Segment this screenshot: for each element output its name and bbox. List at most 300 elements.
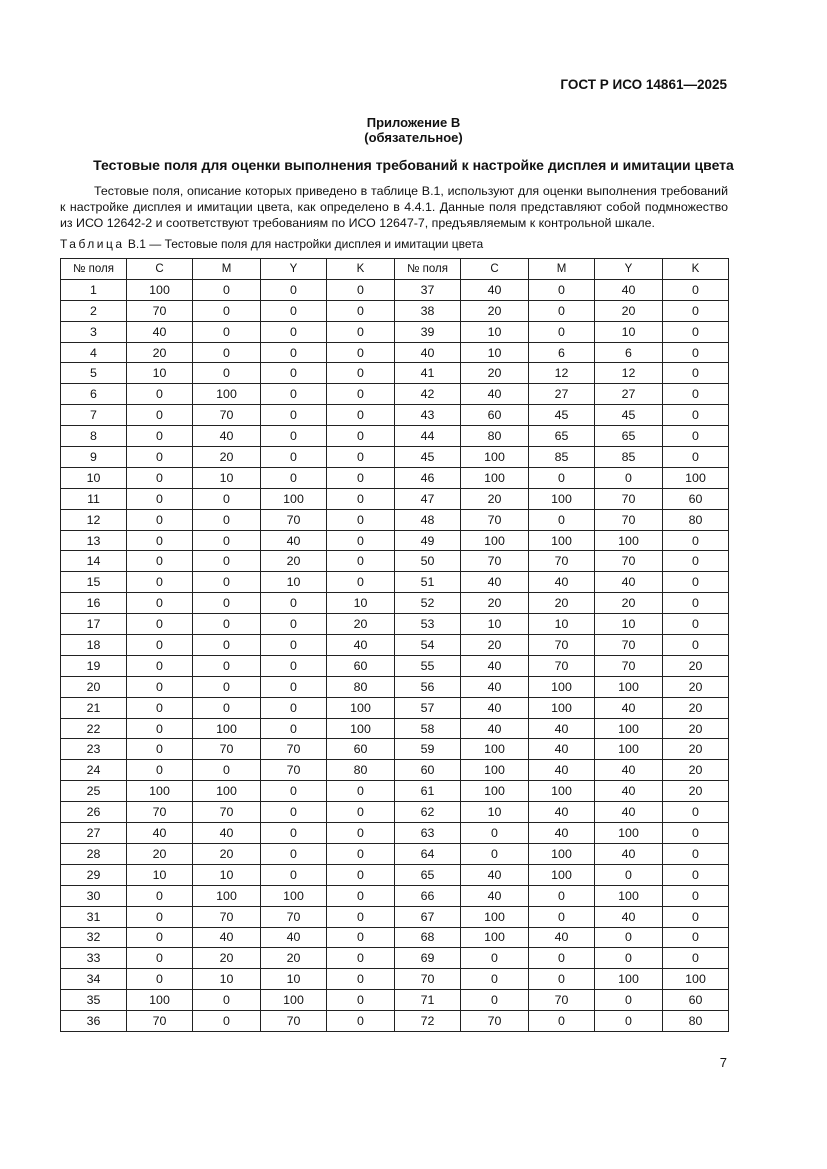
table-cell: 0 bbox=[127, 948, 193, 969]
table-cell: 0 bbox=[663, 885, 729, 906]
table-cell: 70 bbox=[261, 906, 327, 927]
appendix-status: (обязательное) bbox=[364, 130, 463, 145]
table-cell: 0 bbox=[261, 635, 327, 656]
table-cell: 20 bbox=[261, 948, 327, 969]
table-cell: 100 bbox=[461, 447, 529, 468]
table-cell: 40 bbox=[529, 572, 595, 593]
table-row bbox=[61, 843, 729, 864]
table-cell: 20 bbox=[461, 363, 529, 384]
table-cell: 100 bbox=[663, 467, 729, 488]
table-cell: 40 bbox=[529, 927, 595, 948]
table-cell: 100 bbox=[193, 885, 261, 906]
table-cell: 0 bbox=[663, 906, 729, 927]
table-cell: 100 bbox=[127, 279, 193, 300]
table-cell: 0 bbox=[327, 781, 395, 802]
table-cell: 10 bbox=[327, 593, 395, 614]
column-header: C bbox=[461, 259, 529, 280]
table-cell: 100 bbox=[327, 718, 395, 739]
table-cell: 0 bbox=[127, 635, 193, 656]
table-cell: 0 bbox=[261, 614, 327, 635]
table-cell: 100 bbox=[529, 781, 595, 802]
table-cell: 45 bbox=[595, 405, 663, 426]
table-cell: 0 bbox=[663, 864, 729, 885]
table-row bbox=[61, 1011, 729, 1032]
table-cell: 26 bbox=[61, 802, 127, 823]
table-cell: 59 bbox=[395, 739, 461, 760]
table-cell: 100 bbox=[461, 530, 529, 551]
table-cell: 0 bbox=[261, 781, 327, 802]
table-cell: 10 bbox=[127, 864, 193, 885]
table-cell: 0 bbox=[327, 1011, 395, 1032]
table-cell: 70 bbox=[461, 551, 529, 572]
column-header: K bbox=[327, 259, 395, 280]
appendix-title: Приложение В bbox=[366, 115, 461, 130]
table-cell: 100 bbox=[461, 467, 529, 488]
table-cell: 0 bbox=[529, 969, 595, 990]
table-cell: 23 bbox=[61, 739, 127, 760]
table-cell: 65 bbox=[595, 426, 663, 447]
table-cell: 0 bbox=[461, 823, 529, 844]
table-cell: 0 bbox=[193, 697, 261, 718]
table-cell: 40 bbox=[193, 823, 261, 844]
table-cell: 10 bbox=[127, 363, 193, 384]
table-cell: 80 bbox=[663, 509, 729, 530]
table-cell: 100 bbox=[193, 781, 261, 802]
table-cell: 47 bbox=[395, 488, 461, 509]
table-cell: 100 bbox=[595, 530, 663, 551]
table-cell: 20 bbox=[127, 843, 193, 864]
table-row bbox=[61, 990, 729, 1011]
table-cell: 0 bbox=[327, 948, 395, 969]
table-cell: 10 bbox=[61, 467, 127, 488]
table-cell: 100 bbox=[529, 676, 595, 697]
table-row bbox=[61, 405, 729, 426]
table-row bbox=[61, 802, 729, 823]
table-cell: 0 bbox=[595, 467, 663, 488]
table-cell: 60 bbox=[327, 655, 395, 676]
table-cell: 17 bbox=[61, 614, 127, 635]
table-cell: 0 bbox=[595, 1011, 663, 1032]
table-cell: 7 bbox=[61, 405, 127, 426]
table-cell: 40 bbox=[461, 676, 529, 697]
table-cell: 100 bbox=[529, 530, 595, 551]
table-cell: 50 bbox=[395, 551, 461, 572]
table-cell: 40 bbox=[461, 697, 529, 718]
table-cell: 0 bbox=[327, 572, 395, 593]
table-cell: 43 bbox=[395, 405, 461, 426]
table-cell: 16 bbox=[61, 593, 127, 614]
table-cell: 35 bbox=[61, 990, 127, 1011]
table-cell: 55 bbox=[395, 655, 461, 676]
table-cell: 0 bbox=[261, 697, 327, 718]
table-cell: 40 bbox=[193, 927, 261, 948]
table-cell: 0 bbox=[663, 843, 729, 864]
table-cell: 0 bbox=[127, 927, 193, 948]
table-cell: 0 bbox=[529, 948, 595, 969]
table-cell: 100 bbox=[193, 718, 261, 739]
table-cell: 20 bbox=[663, 655, 729, 676]
table-cell: 6 bbox=[61, 384, 127, 405]
table-cell: 70 bbox=[193, 739, 261, 760]
table-cell: 0 bbox=[193, 572, 261, 593]
table-cell: 100 bbox=[261, 488, 327, 509]
table-cell: 0 bbox=[261, 864, 327, 885]
table-cell: 0 bbox=[327, 906, 395, 927]
table-cell: 68 bbox=[395, 927, 461, 948]
table-cell: 100 bbox=[461, 927, 529, 948]
table-cell: 0 bbox=[327, 551, 395, 572]
table-cell: 70 bbox=[595, 509, 663, 530]
table-cell: 0 bbox=[261, 467, 327, 488]
table-cell: 70 bbox=[529, 990, 595, 1011]
table-cell: 0 bbox=[327, 864, 395, 885]
table-cell: 70 bbox=[461, 1011, 529, 1032]
column-header: C bbox=[127, 259, 193, 280]
table-cell: 0 bbox=[529, 300, 595, 321]
table-row bbox=[61, 676, 729, 697]
table-cell: 45 bbox=[395, 447, 461, 468]
table-row bbox=[61, 760, 729, 781]
table-cell: 20 bbox=[61, 676, 127, 697]
table-cell: 40 bbox=[529, 760, 595, 781]
table-cell: 0 bbox=[327, 467, 395, 488]
table-row bbox=[61, 593, 729, 614]
body-paragraph: Тестовые поля, описание которых приведено в таблице В.1, используют для оценки выполнения требований к настройке дисплея и имитации цвета, как определено в 4.4.1. Данные поля представляют собой подмножество из ИСО 12642-2 и соответствуют требованиям по ИСО 12647-7, предъявляемым к контрольной шкале. bbox=[60, 184, 728, 230]
table-cell: 0 bbox=[461, 969, 529, 990]
table-cell: 0 bbox=[663, 593, 729, 614]
table-cell: 0 bbox=[193, 300, 261, 321]
table-cell: 20 bbox=[461, 300, 529, 321]
table-cell: 0 bbox=[529, 467, 595, 488]
table-cell: 0 bbox=[193, 760, 261, 781]
table-cell: 0 bbox=[127, 718, 193, 739]
table-cell: 0 bbox=[261, 655, 327, 676]
table-cell: 9 bbox=[61, 447, 127, 468]
table-cell: 18 bbox=[61, 635, 127, 656]
table-cell: 58 bbox=[395, 718, 461, 739]
table-cell: 60 bbox=[395, 760, 461, 781]
table-row bbox=[61, 279, 729, 300]
table-cell: 0 bbox=[327, 342, 395, 363]
table-cell: 14 bbox=[61, 551, 127, 572]
table-cell: 70 bbox=[193, 906, 261, 927]
table-cell: 10 bbox=[261, 572, 327, 593]
table-cell: 0 bbox=[193, 1011, 261, 1032]
table-cell: 0 bbox=[663, 551, 729, 572]
table-cell: 32 bbox=[61, 927, 127, 948]
table-cell: 0 bbox=[193, 593, 261, 614]
table-cell: 0 bbox=[193, 990, 261, 1011]
table-cell: 12 bbox=[61, 509, 127, 530]
table-cell: 33 bbox=[61, 948, 127, 969]
table-cell: 0 bbox=[461, 948, 529, 969]
table-row bbox=[61, 927, 729, 948]
table-cell: 20 bbox=[193, 447, 261, 468]
table-cell: 44 bbox=[395, 426, 461, 447]
table-row bbox=[61, 697, 729, 718]
table-cell: 20 bbox=[663, 739, 729, 760]
table-cell: 0 bbox=[261, 802, 327, 823]
table-cell: 48 bbox=[395, 509, 461, 530]
column-header: M bbox=[529, 259, 595, 280]
table-cell: 40 bbox=[327, 635, 395, 656]
table-row bbox=[61, 572, 729, 593]
table-cell: 42 bbox=[395, 384, 461, 405]
table-cell: 38 bbox=[395, 300, 461, 321]
table-cell: 0 bbox=[261, 447, 327, 468]
table-cell: 30 bbox=[61, 885, 127, 906]
table-cell: 80 bbox=[327, 760, 395, 781]
table-cell: 11 bbox=[61, 488, 127, 509]
table-cell: 0 bbox=[127, 384, 193, 405]
table-cell: 40 bbox=[127, 321, 193, 342]
table-cell: 0 bbox=[595, 990, 663, 1011]
table-cell: 34 bbox=[61, 969, 127, 990]
table-cell: 70 bbox=[595, 488, 663, 509]
table-cell: 0 bbox=[461, 843, 529, 864]
table-row bbox=[61, 467, 729, 488]
table-row bbox=[61, 823, 729, 844]
table-cell: 20 bbox=[261, 551, 327, 572]
table-cell: 0 bbox=[529, 1011, 595, 1032]
table-cell: 40 bbox=[595, 279, 663, 300]
table-cell: 0 bbox=[127, 655, 193, 676]
table-cell: 40 bbox=[461, 655, 529, 676]
table-cell: 56 bbox=[395, 676, 461, 697]
table-cell: 27 bbox=[529, 384, 595, 405]
table-caption bbox=[60, 237, 483, 251]
table-cell: 0 bbox=[327, 509, 395, 530]
table-cell: 20 bbox=[461, 635, 529, 656]
table-cell: 10 bbox=[261, 969, 327, 990]
table-cell: 40 bbox=[193, 426, 261, 447]
table-cell: 20 bbox=[663, 676, 729, 697]
table-cell: 65 bbox=[395, 864, 461, 885]
table-cell: 0 bbox=[663, 614, 729, 635]
table-cell: 20 bbox=[461, 488, 529, 509]
table-cell: 27 bbox=[595, 384, 663, 405]
table-cell: 0 bbox=[663, 363, 729, 384]
table-cell: 80 bbox=[663, 1011, 729, 1032]
table-cell: 0 bbox=[127, 760, 193, 781]
table-row bbox=[61, 447, 729, 468]
table-cell: 0 bbox=[327, 823, 395, 844]
table-cell: 0 bbox=[127, 551, 193, 572]
table-cell: 0 bbox=[127, 906, 193, 927]
column-header: M bbox=[193, 259, 261, 280]
table-cell: 40 bbox=[461, 718, 529, 739]
table-cell: 31 bbox=[61, 906, 127, 927]
table-cell: 19 bbox=[61, 655, 127, 676]
table-cell: 0 bbox=[327, 885, 395, 906]
table-cell: 100 bbox=[461, 760, 529, 781]
table-cell: 2 bbox=[61, 300, 127, 321]
table-cell: 0 bbox=[327, 927, 395, 948]
table-header-row bbox=[61, 259, 729, 280]
table-cell: 20 bbox=[595, 593, 663, 614]
table-cell: 100 bbox=[461, 739, 529, 760]
table-cell: 0 bbox=[261, 426, 327, 447]
table-cell: 20 bbox=[127, 342, 193, 363]
table-cell: 49 bbox=[395, 530, 461, 551]
table-cell: 0 bbox=[261, 823, 327, 844]
table-row bbox=[61, 530, 729, 551]
table-cell: 6 bbox=[595, 342, 663, 363]
table-cell: 20 bbox=[327, 614, 395, 635]
table-cell: 70 bbox=[261, 760, 327, 781]
table-row bbox=[61, 300, 729, 321]
table-cell: 0 bbox=[663, 572, 729, 593]
table-cell: 0 bbox=[327, 802, 395, 823]
table-cell: 0 bbox=[261, 300, 327, 321]
table-cell: 64 bbox=[395, 843, 461, 864]
table-row bbox=[61, 906, 729, 927]
table-cell: 0 bbox=[127, 405, 193, 426]
table-cell: 40 bbox=[127, 823, 193, 844]
table-cell: 29 bbox=[61, 864, 127, 885]
table-row bbox=[61, 509, 729, 530]
table-cell: 100 bbox=[595, 885, 663, 906]
table-cell: 100 bbox=[595, 969, 663, 990]
column-header: № поля bbox=[61, 259, 127, 280]
column-header: Y bbox=[261, 259, 327, 280]
table-cell: 20 bbox=[663, 760, 729, 781]
table-row bbox=[61, 718, 729, 739]
table-cell: 0 bbox=[193, 342, 261, 363]
table-cell: 0 bbox=[595, 948, 663, 969]
table-cell: 100 bbox=[529, 488, 595, 509]
table-cell: 0 bbox=[193, 488, 261, 509]
table-cell: 40 bbox=[261, 927, 327, 948]
table-cell: 0 bbox=[663, 300, 729, 321]
page-number: 7 bbox=[719, 1055, 727, 1070]
table-cell: 20 bbox=[663, 697, 729, 718]
table-cell: 0 bbox=[261, 843, 327, 864]
table-cell: 0 bbox=[529, 509, 595, 530]
table-cell: 0 bbox=[127, 593, 193, 614]
table-cell: 0 bbox=[127, 969, 193, 990]
table-cell: 53 bbox=[395, 614, 461, 635]
table-cell: 0 bbox=[193, 509, 261, 530]
table-cell: 0 bbox=[327, 447, 395, 468]
table-cell: 0 bbox=[193, 676, 261, 697]
table-cell: 60 bbox=[461, 405, 529, 426]
table-cell: 0 bbox=[663, 279, 729, 300]
table-cell: 20 bbox=[193, 948, 261, 969]
table-cell: 0 bbox=[529, 885, 595, 906]
table-cell: 0 bbox=[327, 384, 395, 405]
table-cell: 40 bbox=[595, 802, 663, 823]
table-cell: 0 bbox=[327, 300, 395, 321]
table-cell: 0 bbox=[529, 279, 595, 300]
table-cell: 100 bbox=[193, 384, 261, 405]
table-cell: 8 bbox=[61, 426, 127, 447]
table-cell: 12 bbox=[595, 363, 663, 384]
table-cell: 100 bbox=[595, 718, 663, 739]
table-cell: 70 bbox=[395, 969, 461, 990]
table-cell: 22 bbox=[61, 718, 127, 739]
table-row bbox=[61, 363, 729, 384]
table-cell: 71 bbox=[395, 990, 461, 1011]
table-cell: 40 bbox=[461, 279, 529, 300]
table-cell: 40 bbox=[529, 802, 595, 823]
table-row bbox=[61, 781, 729, 802]
table-cell: 0 bbox=[261, 384, 327, 405]
table-cell: 10 bbox=[461, 614, 529, 635]
table-cell: 40 bbox=[595, 843, 663, 864]
table-cell: 0 bbox=[529, 906, 595, 927]
table-row bbox=[61, 739, 729, 760]
table-cell: 80 bbox=[327, 676, 395, 697]
table-cell: 0 bbox=[127, 885, 193, 906]
table-cell: 40 bbox=[595, 572, 663, 593]
table-cell: 100 bbox=[261, 990, 327, 1011]
table-cell: 0 bbox=[193, 279, 261, 300]
table-cell: 10 bbox=[595, 321, 663, 342]
table-cell: 61 bbox=[395, 781, 461, 802]
table-cell: 10 bbox=[529, 614, 595, 635]
table-body bbox=[61, 279, 729, 1031]
table-cell: 100 bbox=[595, 676, 663, 697]
table-cell: 0 bbox=[193, 321, 261, 342]
table-cell: 0 bbox=[663, 530, 729, 551]
table-cell: 0 bbox=[327, 488, 395, 509]
table-cell: 13 bbox=[61, 530, 127, 551]
table-cell: 62 bbox=[395, 802, 461, 823]
table-row bbox=[61, 948, 729, 969]
table-cell: 100 bbox=[461, 781, 529, 802]
table-cell: 10 bbox=[595, 614, 663, 635]
table-cell: 100 bbox=[127, 990, 193, 1011]
table-cell: 0 bbox=[261, 342, 327, 363]
table-cell: 60 bbox=[327, 739, 395, 760]
table-row bbox=[61, 614, 729, 635]
table-cell: 4 bbox=[61, 342, 127, 363]
table-cell: 40 bbox=[461, 384, 529, 405]
table-cell: 70 bbox=[595, 655, 663, 676]
table-cell: 0 bbox=[127, 697, 193, 718]
table-caption-label: Таблица bbox=[60, 237, 125, 251]
table-cell: 40 bbox=[595, 760, 663, 781]
table-cell: 0 bbox=[663, 426, 729, 447]
table-cell: 10 bbox=[193, 864, 261, 885]
table-cell: 37 bbox=[395, 279, 461, 300]
table-cell: 15 bbox=[61, 572, 127, 593]
table-cell: 100 bbox=[327, 697, 395, 718]
table-cell: 20 bbox=[529, 593, 595, 614]
table-cell: 0 bbox=[327, 969, 395, 990]
table-cell: 0 bbox=[663, 635, 729, 656]
table-cell: 40 bbox=[461, 864, 529, 885]
table-cell: 0 bbox=[327, 426, 395, 447]
table-cell: 0 bbox=[261, 593, 327, 614]
table-cell: 0 bbox=[261, 321, 327, 342]
table-cell: 51 bbox=[395, 572, 461, 593]
table-cell: 10 bbox=[461, 321, 529, 342]
table-cell: 63 bbox=[395, 823, 461, 844]
table-cell: 80 bbox=[461, 426, 529, 447]
table-cell: 3 bbox=[61, 321, 127, 342]
table-cell: 100 bbox=[529, 864, 595, 885]
table-cell: 0 bbox=[127, 509, 193, 530]
table-cell: 0 bbox=[261, 279, 327, 300]
table-cell: 0 bbox=[663, 405, 729, 426]
table-cell: 70 bbox=[529, 635, 595, 656]
table-cell: 0 bbox=[193, 530, 261, 551]
appendix-title-block bbox=[0, 115, 827, 145]
table-cell: 10 bbox=[193, 969, 261, 990]
table-cell: 70 bbox=[595, 635, 663, 656]
